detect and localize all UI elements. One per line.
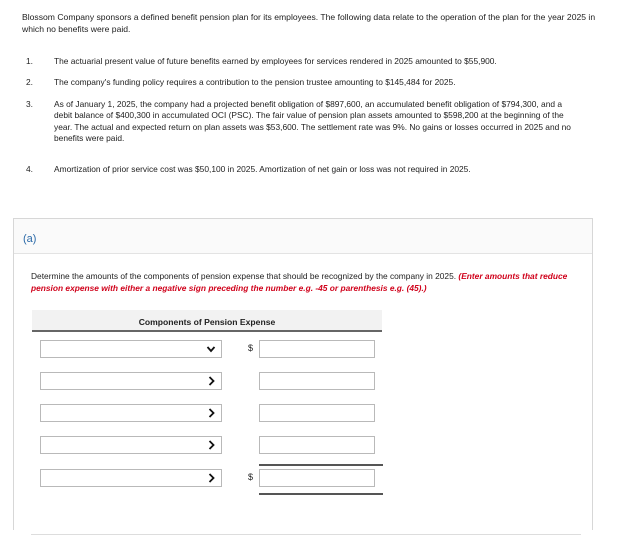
item-text: As of January 1, 2025, the company had a projected benefit obligation of $897,600, an accumulated benefit obligation of $794,300, and a debit balance of $400,300 in accumulated OCI (PSC). The fair value of pension plan assets amounted to $598,200 at the beginning of the year. The actual and expected return on plan assets was $53,600. The settlement rate was 9%. No gains or losses occurred in 2025 and no benefits were paid.	[54, 99, 571, 144]
chevron-right-icon	[206, 375, 216, 387]
instructions	[31, 270, 581, 294]
table-row	[14, 340, 592, 362]
chevron-right-icon	[206, 472, 216, 484]
table-row	[14, 404, 592, 426]
total-line	[259, 464, 383, 466]
amount-input[interactable]	[259, 436, 375, 454]
question-body	[14, 253, 592, 530]
question-panel	[13, 218, 593, 530]
instruction-note: (Enter amounts that reduce pension expense with either a negative sign preceding the number e.g. -45 or parenthesis e.g. (45).)	[31, 271, 568, 293]
total-underline	[259, 493, 383, 495]
amount-input[interactable]	[259, 404, 375, 422]
component-select[interactable]	[40, 340, 222, 358]
item-number: 2.	[26, 77, 33, 87]
currency-symbol: $	[248, 472, 254, 482]
table-row	[14, 436, 592, 458]
item-text: The company's funding policy requires a contribution to the pension trustee amounting to $145,484 for 2025.	[54, 77, 456, 87]
chevron-right-icon	[206, 439, 216, 451]
component-select[interactable]	[40, 469, 222, 487]
item-text: The actuarial present value of future benefits earned by employees for services rendered in 2025 amounted to $55,900.	[54, 56, 497, 66]
table-header: Components of Pension Expense	[32, 310, 382, 332]
amount-input[interactable]	[259, 372, 375, 390]
problem-intro: Blossom Company sponsors a defined benefit pension plan for its employees. The following data relate to the operation of the plan for the year 2025 in which no benefits were paid.	[22, 12, 596, 34]
total-amount-input[interactable]	[259, 469, 375, 487]
part-label: (a)	[23, 233, 37, 245]
item-number: 3.	[26, 99, 33, 109]
amount-input[interactable]	[259, 340, 375, 358]
instruction-text: Determine the amounts of the components of pension expense that should be recognized by the company in 2025.	[31, 271, 457, 281]
component-select[interactable]	[40, 436, 222, 454]
chevron-right-icon	[206, 407, 216, 419]
table-row	[14, 372, 592, 394]
item-text: Amortization of prior service cost was $50,100 in 2025. Amortization of net gain or loss was not required in 2025.	[54, 164, 471, 174]
component-select[interactable]	[40, 372, 222, 390]
item-number: 4.	[26, 164, 33, 174]
currency-symbol: $	[248, 343, 254, 353]
component-select[interactable]	[40, 404, 222, 422]
table-row-total	[14, 469, 592, 491]
item-number: 1.	[26, 56, 33, 66]
chevron-down-icon	[206, 343, 216, 355]
